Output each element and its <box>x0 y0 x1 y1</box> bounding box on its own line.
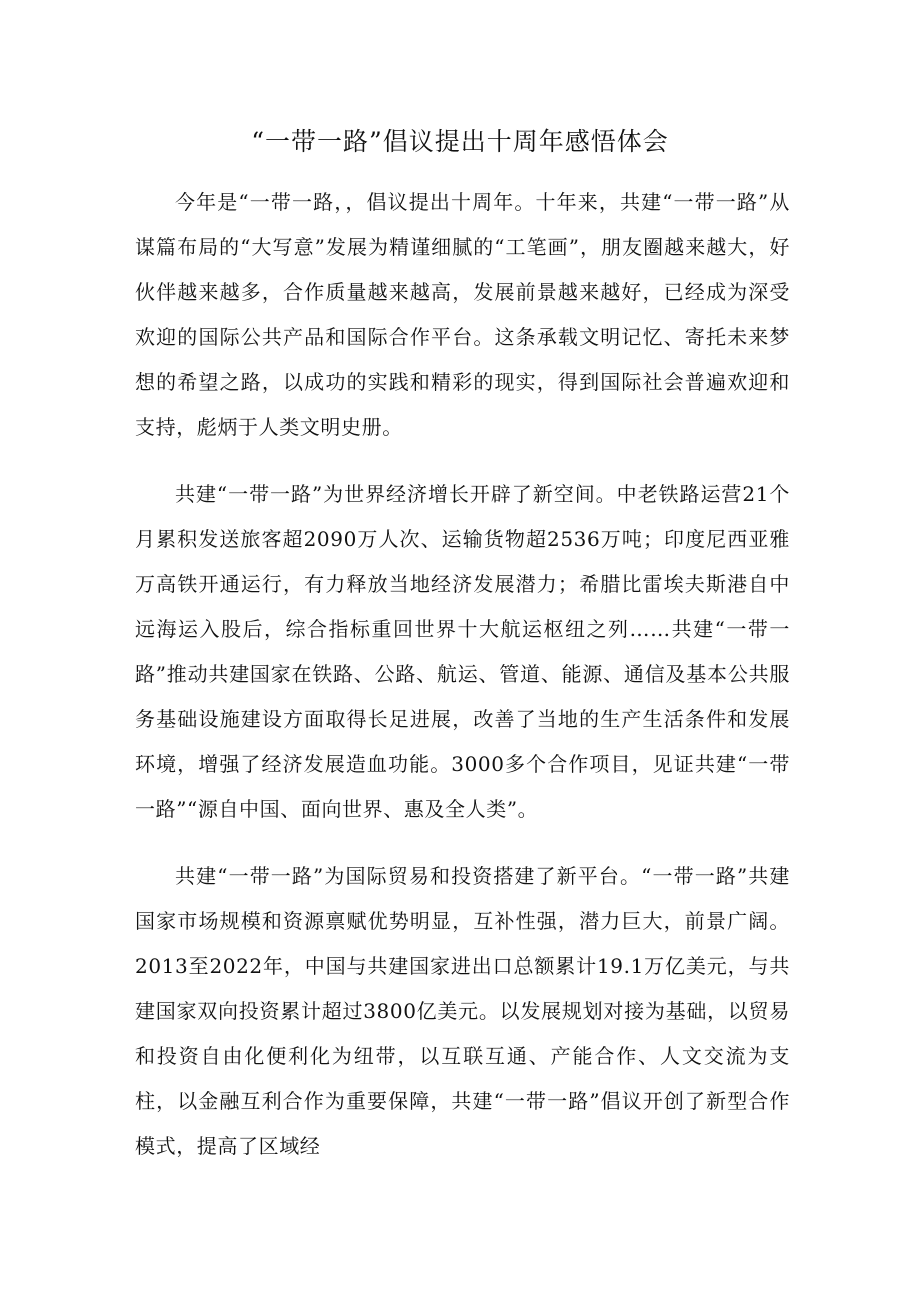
document-body <box>135 180 790 1191</box>
paragraph-2: 共建“一带一路”为世界经济增长开辟了新空间。中老铁路运营21个月累积发送旅客超2090万人次、运输货物超2536万吨；印度尼西亚雅万高铁开通运行，有力释放当地经济发展潜力；希腊比雷埃夫斯港自中远海运入股后，综合指标重回世界十大航运枢纽之列……共建“一带一路”推动共建国家在铁路、公路、航运、管道、能源、通信及基本公共服务基础设施建设方面取得长足进展，改善了当地的生产生活条件和发展环境，增强了经济发展造血功能。3000多个合作项目，见证共建“一带一路”“源自中国、面向世界、惠及全人类”。 <box>135 482 790 821</box>
paragraph-1: 今年是“一带一路，，倡议提出十周年。十年来，共建“一带一路”从谋篇布局的“大写意”发展为精谨细腻的“工笔画”，朋友圈越来越大，好伙伴越来越多，合作质量越来越高，发展前景越来越好，已经成为深受欢迎的国际公共产品和国际合作平台。这条承载文明记忆、寄托未来梦想的希望之路，以成功的实践和精彩的现实，得到国际社会普遍欢迎和支持，彪炳于人类文明史册。 <box>135 190 790 439</box>
paragraph-3: 共建“一带一路”为国际贸易和投资搭建了新平台。“一带一路”共建国家市场规模和资源禀赋优势明显，互补性强，潜力巨大，前景广阔。2013至2022年，中国与共建国家进出口总额累计19.1万亿美元，与共建国家双向投资累计超过3800亿美元。以发展规划对接为基础，以贸易和投资自由化便利化为纽带，以互联互通、产能合作、人文交流为支柱，以金融互利合作为重要保障，共建“一带一路”倡议开创了新型合作模式，提高了区域经 <box>135 864 790 1158</box>
document-title: “一带一路”倡议提出十周年感悟体会 <box>251 127 669 156</box>
